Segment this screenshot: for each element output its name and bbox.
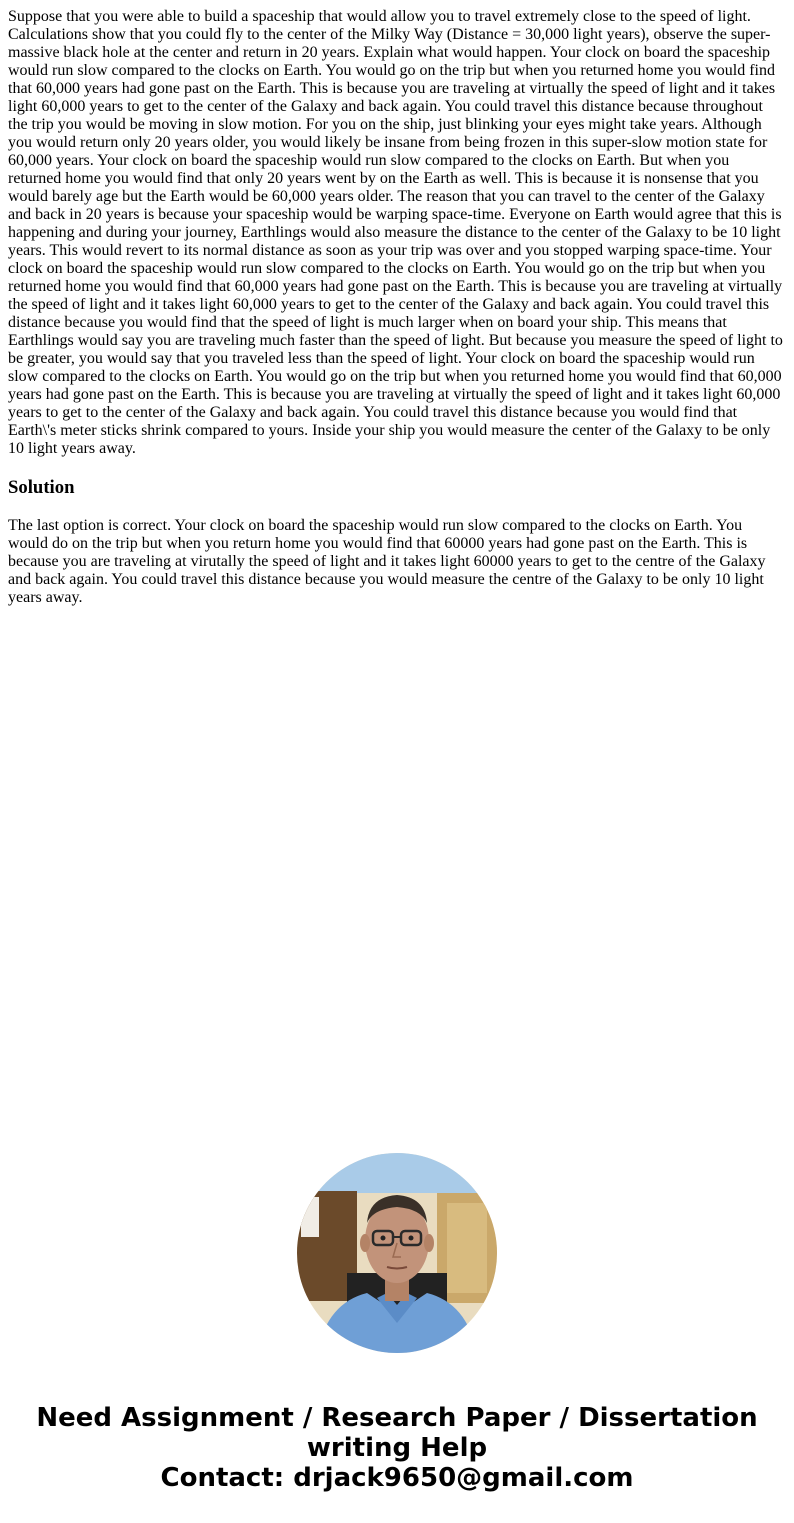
solution-heading: Solution bbox=[8, 477, 75, 498]
promo-line-1: Need Assignment / Research Paper / Dissertation bbox=[36, 1403, 758, 1433]
solution-text: The last option is correct. Your clock on board the spaceship would run slow compared to the clocks on Earth. You would do on the trip but when you return home you would find that 60000 years had gone past on the Earth. This is because you are traveling at virutally the speed of light and it takes light 60000 years to get to the centre of the Galaxy and back again. You could travel this distance because you would measure the centre of the Galaxy to be only 10 light years away. bbox=[8, 517, 766, 606]
promo-contact[interactable]: Contact: drjack9650@gmail.com bbox=[160, 1463, 634, 1493]
author-photo-icon bbox=[297, 1153, 497, 1353]
promo-banner bbox=[0, 1403, 794, 1493]
question-text: Suppose that you were able to build a spaceship that would allow you to travel extremely close to the speed of light. Calculations show that you could fly to the center of the Milky Way (Distance = 30,000 light years), observe the super-massive black hole at the center and return in 20 years. Explain what would happen. Your clock on board the spaceship would run slow compared to the clocks on Earth. You would go on the trip but when you returned home you would find that 60,000 years had gone past on the Earth. This is because you are traveling at virtually the speed of light and it takes light 60,000 years to get to the center of the Galaxy and back again. You could travel this distance because throughout the trip you would be moving in slow motion. For you on the ship, just blinking your eyes might take years. Although you would return only 20 years older, you would likely be insane from being frozen in this super-slow motion state for 60,000 years. Your clock on board the spaceship would run slow compared to the clocks on Earth. But when you returned home you would find that only 20 years went by on the Earth as well. This is because it is nonsense that you would barely age but the Earth would be 60,000 years older. The reason that you can travel to the center of the Galaxy and back in 20 years is because your spaceship would be warping space-time. Everyone on Earth would agree that this is happening and during your journey, Earthlings would also measure the distance to the center of the Galaxy to be 10 light years. This would revert to its normal distance as soon as your trip was over and you stopped warping space-time. Your clock on board the spaceship would run slow compared to the clocks on Earth. You would go on the trip but when you returned home you would find that 60,000 years had gone past on the Earth. This is because you are traveling at virtually the speed of light and it takes light 60,000 years to get to the center of the Galaxy and back again. You could travel this distance because you would find that the speed of light is much larger when on board your ship. This means that Earthlings would say you are traveling much faster than the speed of light. But because you measure the speed of light to be greater, you would say that you traveled less than the speed of light. Your clock on board the spaceship would run slow compared to the clocks on Earth. You would go on the trip but when you returned home you would find that 60,000 years had gone past on the Earth. This is because you are traveling at virtually the speed of light and it takes light 60,000 years to get to the center of the Galaxy and back again. You could travel this distance because you would find that Earth\'s meter sticks shrink compared to yours. Inside your ship you would measure the center of the Galaxy to be only 10 light years away. bbox=[8, 8, 783, 457]
promo-line-2: writing Help bbox=[306, 1433, 488, 1463]
author-avatar bbox=[297, 1153, 497, 1353]
